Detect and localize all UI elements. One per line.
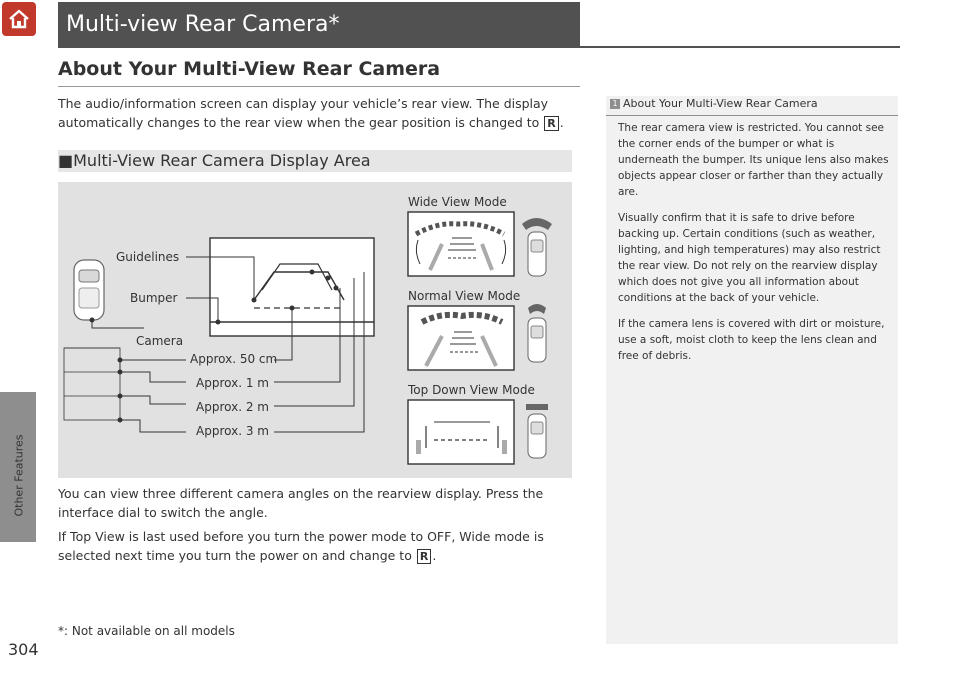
topview-paragraph: [58, 527, 578, 565]
note-badge: 1: [610, 99, 620, 109]
subsection-heading: ■Multi-View Rear Camera Display Area: [58, 150, 572, 172]
top-down-view-label: Top Down View Mode: [408, 383, 535, 397]
wide-view-screen: [408, 212, 514, 276]
heading-rule: [58, 86, 580, 87]
title-rule: [580, 46, 900, 48]
side-note-p3: If the camera lens is covered with dirt or moisture, use a soft, moist cloth to keep the lens clean and free of debris.: [618, 318, 885, 362]
gear-r-key-2: R: [417, 549, 431, 564]
side-note-p1: The rear camera view is restricted. You cannot see the corner ends of the bumper or what is underneath the bumper. Its unique lens also makes objects appear closer or farther than they actually are.: [618, 122, 889, 198]
wide-view-label: Wide View Mode: [408, 195, 507, 209]
angle-line-2: interface dial to switch the angle.: [58, 505, 268, 520]
side-note-heading: [610, 97, 898, 110]
side-note-title: About Your Multi-View Rear Camera: [623, 97, 818, 110]
intro-line-2: automatically changes to the rear view when the gear position is changed to R .: [58, 115, 564, 130]
section-tab-label: Other Features: [12, 433, 26, 517]
distance-2m-label: Approx. 2 m: [196, 400, 269, 414]
bumper-label: Bumper: [130, 291, 178, 305]
camera-label: Camera: [136, 334, 184, 348]
section-heading: About Your Multi-View Rear Camera: [58, 58, 441, 80]
intro-paragraph: [58, 94, 578, 132]
home-button[interactable]: [2, 2, 36, 36]
normal-view-screen: [408, 306, 514, 370]
normal-view-label: Normal View Mode: [408, 289, 521, 303]
side-note-p2: Visually confirm that it is safe to drive before backing up. Certain conditions (such as weather, lighting, and high temperatures) may also restrict the rear view. Do not rely on the rearview display which does not give you all information about conditions at the back of your vehicle.: [618, 212, 881, 304]
distance-50cm-label: Approx. 50 cm: [190, 352, 278, 366]
gear-r-key: R: [544, 116, 558, 131]
footnote: *: Not available on all models: [58, 624, 235, 638]
car-icon: [74, 260, 104, 320]
angle-paragraph: [58, 484, 578, 522]
distance-3m-label: Approx. 3 m: [196, 424, 269, 438]
home-icon: [6, 6, 32, 32]
page-number: 304: [8, 640, 39, 659]
camera-view-icon: [522, 218, 552, 458]
left-gutter: [0, 0, 39, 678]
page-title: Multi-view Rear Camera*: [66, 12, 340, 37]
intro-line-1: The audio/information screen can display your vehicle’s rear view. The display: [58, 96, 549, 111]
topview-line-2: selected next time you turn the power on and change to R .: [58, 548, 437, 563]
side-note-rule: [606, 115, 898, 116]
display-area-diagram: [58, 182, 572, 478]
distance-1m-label: Approx. 1 m: [196, 376, 269, 390]
angle-line-1: You can view three different camera angles on the rearview display. Press the: [58, 486, 544, 501]
diagram-graphics: [58, 182, 572, 478]
top-down-screen: [408, 400, 514, 464]
guidelines-label: Guidelines: [116, 250, 180, 264]
topview-line-1: If Top View is last used before you turn the power mode to OFF, Wide mode is: [58, 529, 544, 544]
